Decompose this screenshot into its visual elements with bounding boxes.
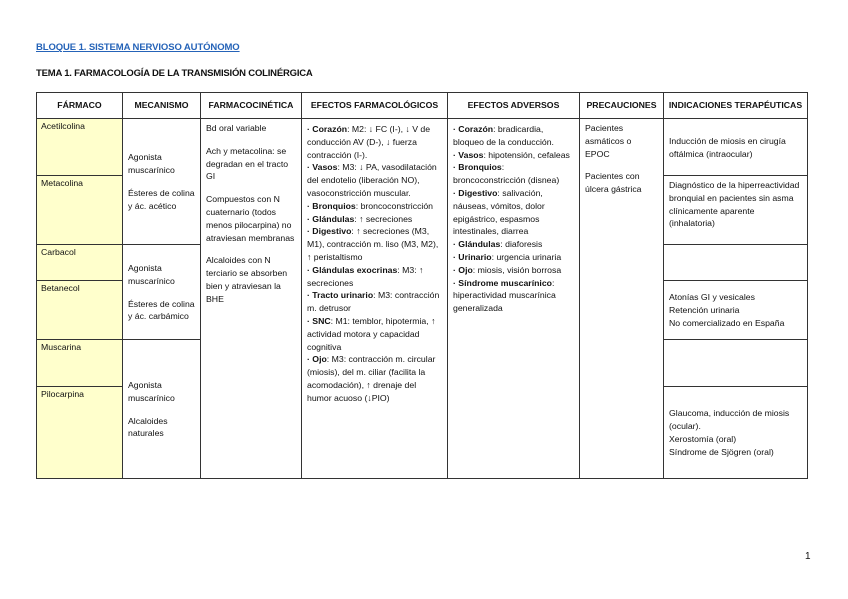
adverse-item: · Corazón: bradicardia, bloqueo de la conducción.	[453, 124, 554, 147]
mechanism-agonist: Agonista muscarínico	[128, 152, 175, 176]
drug-betanecol: Betanecol	[37, 281, 123, 340]
pk-item: Compuestos con N cuaternario (todos menos pilocarpina) no atraviesan membranas	[206, 194, 295, 243]
adverse-item: · Digestivo: salivación, náuseas, vómitos, dolor epigástrico, espasmos intestinales, diarrea	[453, 187, 545, 237]
indication-item: Síndrome de Sjögren (oral)	[669, 446, 774, 457]
mechanism-group-1	[123, 119, 201, 245]
mechanism-group-3	[123, 340, 201, 479]
adverse-item: · Bronquios: broncoconstricción (disnea)	[453, 162, 560, 186]
drug-acetilcolina: Acetilcolina	[37, 119, 123, 176]
adverse-item: · Glándulas: diaforesis	[453, 239, 543, 250]
col-header-indicaciones: INDICACIONES TERAPÉUTICAS	[664, 93, 808, 119]
pk-item: Alcaloides con N terciario se absorben bien y atraviesan la BHE	[206, 255, 288, 304]
effect-item: · Digestivo: ↑ secreciones (M3, M1), contracción m. liso (M3, M2), ↑ peristaltismo	[307, 226, 439, 262]
precaution-item: Pacientes con úlcera gástrica	[585, 171, 642, 195]
table-header-row	[37, 93, 808, 119]
adverse-cell	[448, 119, 580, 479]
indication-item: Glaucoma, inducción de miosis (ocular).	[669, 408, 790, 432]
effect-item: · Ojo: M3: contracción m. circular (miosis), del m. ciliar (facilita la acomodación), ↑ drenaje del humor acuoso (↓PIO)	[307, 354, 436, 403]
effect-item: · SNC: M1: temblor, hipotermia, ↑ actividad motora y capacidad cognitiva	[307, 315, 436, 352]
mechanism-agonist: Agonista muscarínico	[128, 379, 175, 403]
indication-item: Xerostomía (oral)	[669, 434, 737, 444]
drug-pilocarpina: Pilocarpina	[37, 387, 123, 479]
mechanism-ester: Ésteres de colina y ác. carbámico	[128, 298, 195, 322]
effect-item: · Glándulas: ↑ secreciones	[307, 213, 413, 224]
effect-item: · Bronquios: broncoconstricción	[307, 200, 434, 211]
drug-carbacol: Carbacol	[37, 245, 123, 281]
indication-muscarina	[664, 340, 808, 387]
indication-item: Atonías GI y vesicales	[669, 292, 755, 303]
col-header-precauciones: PRECAUCIONES	[580, 93, 664, 119]
indication-item: Retención urinaria	[669, 305, 740, 316]
effect-item: · Corazón: M2: ↓ FC (I-), ↓ V de conducción AV (D-), ↓ fuerza contracción (I-).	[307, 124, 431, 160]
adverse-item: · Urinario: urgencia urinaria	[453, 251, 562, 262]
effect-item: · Glándulas exocrinas: M3: ↑ secreciones	[307, 264, 424, 288]
col-header-efectos: EFECTOS FARMACOLÓGICOS	[302, 93, 448, 119]
precaution-item: Pacientes asmáticos o EPOC	[585, 123, 632, 159]
col-header-farmacocinetica: FARMACOCINÉTICA	[201, 93, 302, 119]
adverse-item: · Síndrome muscarínico: hiperactividad muscarínica generalizada	[453, 277, 556, 314]
adverse-item: · Vasos: hipotensión, cefaleas	[453, 149, 570, 160]
indication-betanecol	[664, 281, 808, 340]
effect-item: · Vasos: M3: ↓ PA, vasodilatación del endotelio (liberación NO), vasoconstricción muscular.	[307, 162, 437, 198]
adverse-item: · Ojo: miosis, visión borrosa	[453, 264, 562, 275]
mechanism-alkaloid: Alcaloides naturales	[128, 415, 168, 439]
table-row	[37, 119, 808, 176]
pk-item: Bd oral variable	[206, 123, 267, 133]
pk-item: Ach y metacolina: se degradan en el tracto GI	[206, 145, 289, 182]
col-header-farmaco: FÁRMACO	[37, 93, 123, 119]
indication-carbacol	[664, 245, 808, 281]
col-header-mecanismo: MECANISMO	[123, 93, 201, 119]
mechanism-ester: Ésteres de colina y ác. acético	[128, 188, 195, 211]
drug-metacolina: Metacolina	[37, 176, 123, 245]
effect-item: · Tracto urinario: M3: contracción m. detrusor	[307, 290, 440, 314]
indication-acetilcolina: Inducción de miosis en cirugía oftálmica (intraocular)	[664, 119, 808, 176]
mechanism-group-2	[123, 245, 201, 340]
indication-item: No comercializado en España	[669, 317, 785, 328]
block-title-link[interactable]: BLOQUE 1. SISTEMA NERVIOSO AUTÓNOMO	[36, 42, 240, 53]
pharmacology-table	[36, 92, 808, 479]
indication-metacolina: Diagnóstico de la hiperreactividad bronquial en pacientes sin asma clínicamente aparente (inhalatoria)	[664, 176, 808, 245]
col-header-adversos: EFECTOS ADVERSOS	[448, 93, 580, 119]
indication-pilocarpina	[664, 387, 808, 479]
drug-muscarina: Muscarina	[37, 340, 123, 387]
page-number: 1	[805, 551, 811, 562]
effects-cell	[302, 119, 448, 479]
mechanism-agonist: Agonista muscarínico	[128, 262, 175, 286]
precautions-cell	[580, 119, 664, 479]
pharmacokinetics-cell	[201, 119, 302, 479]
topic-title: TEMA 1. FARMACOLOGÍA DE LA TRANSMISIÓN COLINÉRGICA	[36, 68, 313, 79]
